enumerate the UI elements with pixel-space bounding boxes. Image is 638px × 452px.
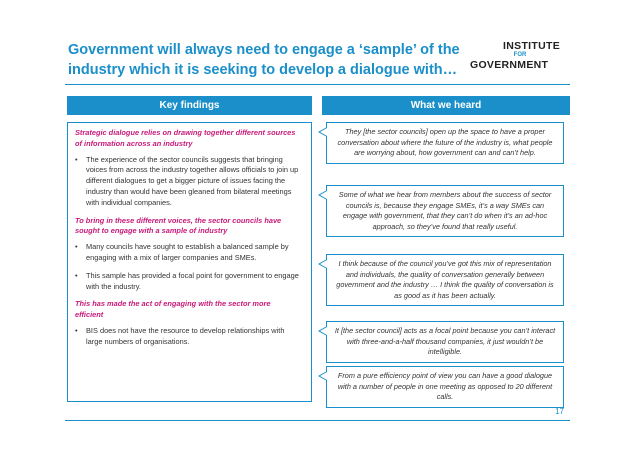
key-findings-header: Key findings bbox=[67, 96, 312, 115]
finding-bullet-list bbox=[75, 155, 299, 209]
finding-bullet-list bbox=[75, 242, 299, 292]
page-number: 17 bbox=[555, 407, 564, 416]
quote-callout: I think because of the council you’ve got this mix of representation and individuals, the quality of conversation generally between government and the industry … I think the quality of conversation is as good as it has been actually. bbox=[326, 254, 564, 306]
finding-bullet: • This sample has provided a focal point for government to engage with the industry. bbox=[75, 271, 299, 293]
key-findings-panel bbox=[67, 122, 312, 402]
quote-callout: From a pure efficiency point of view you can have a good dialogue with a number of people in one meeting as opposed to 20 different calls. bbox=[326, 366, 564, 408]
finding-heading: To bring in these different voices, the sector councils have sought to engage with a sample of industry bbox=[75, 215, 282, 236]
logo-line-institute: INSTITUTE bbox=[503, 40, 560, 52]
finding-heading: This has made the act of engaging with the sector more efficient bbox=[75, 299, 271, 320]
slide-title: Government will always need to engage a ‘sample’ of the industry which it is seeking to develop a dialogue with… bbox=[68, 42, 460, 78]
what-we-heard-header: What we heard bbox=[322, 96, 570, 115]
institute-for-government-logo bbox=[470, 40, 560, 71]
quote-callout: They [the sector councils] open up the space to have a proper conversation about where the future of the industry is, what people are worrying about, how government can and can’t help. bbox=[326, 122, 564, 164]
quote-callout: Some of what we hear from members about the success of sector councils is, because they engage SMEs, it’s a way SMEs can engage with government, that they can’t do when it’s an ad-hoc approach, so they’ve found that really useful. bbox=[326, 185, 564, 237]
top-divider bbox=[65, 84, 570, 85]
finding-bullet-list bbox=[75, 326, 299, 348]
logo-line-for: FOR bbox=[513, 52, 527, 58]
bottom-divider bbox=[65, 420, 570, 421]
quote-callout: It [the sector council] acts as a focal point because you can’t interact with three-and-a-half thousand companies, it just wouldn’t be intelligible. bbox=[326, 321, 564, 363]
logo-line-government: GOVERNMENT bbox=[470, 59, 549, 71]
finding-bullet: • The experience of the sector councils suggests that bringing voices from across the industry together allows officials to join up different dialogues to get a bigger picture of issues facing the industry than would have been gleaned from bilateral meetings with individual companies. bbox=[75, 155, 299, 209]
finding-bullet: • BIS does not have the resource to develop relationships with large numbers of organisations. bbox=[75, 326, 299, 348]
finding-heading: Strategic dialogue relies on drawing together different sources of information across an industry bbox=[75, 128, 296, 148]
finding-bullet: • Many councils have sought to establish a balanced sample by engaging with a mix of larger companies and SMEs. bbox=[75, 242, 299, 264]
